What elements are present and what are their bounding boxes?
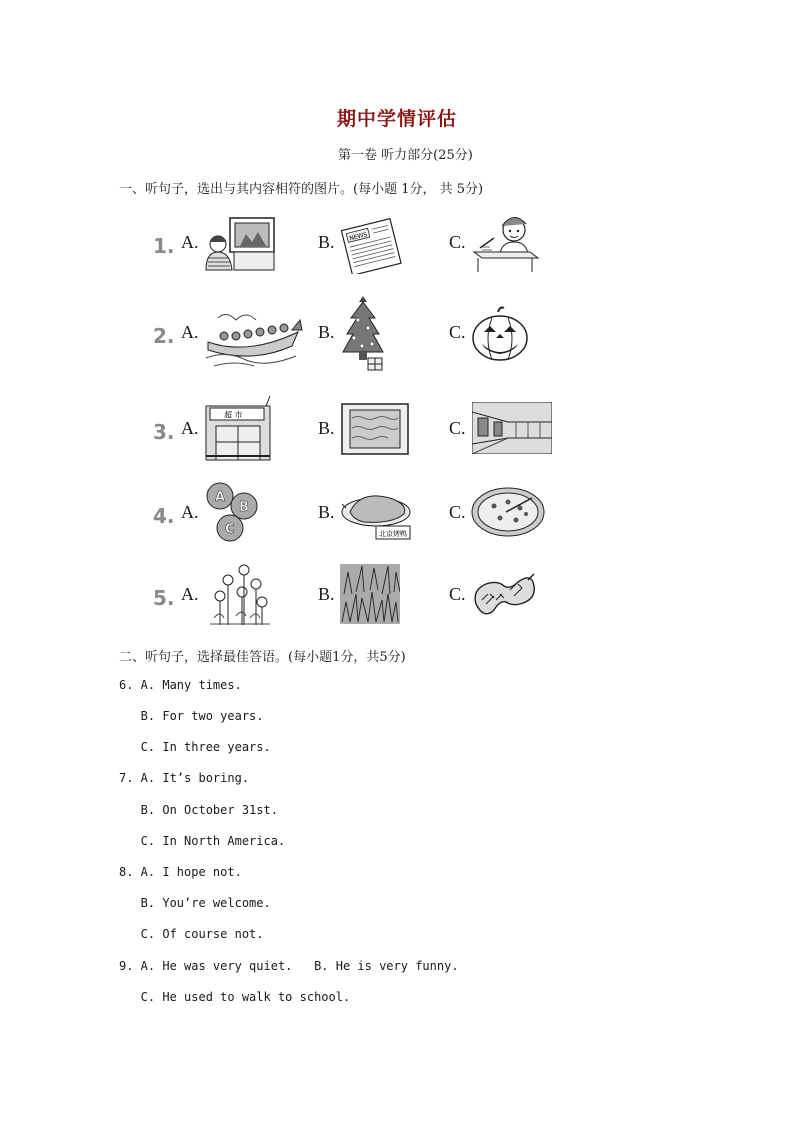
hallway-icon	[472, 402, 552, 454]
answer-line: B. For two years.	[119, 709, 264, 723]
roast-duck-icon	[340, 486, 414, 542]
answer-line: 8. A. I hope not.	[119, 865, 242, 879]
answer-line: C. Of course not.	[119, 927, 264, 941]
svg-text:NEWS: NEWS	[348, 231, 369, 243]
option-a-label: A.	[181, 502, 199, 522]
question-row-3	[0, 390, 794, 470]
question-row-2	[0, 296, 794, 376]
question-number: 5.	[153, 586, 175, 610]
option-a-label: A.	[181, 584, 199, 604]
swimming-pool-icon	[340, 398, 410, 458]
dragon-boat-icon	[204, 306, 304, 370]
option-b-label: B.	[318, 502, 335, 522]
market-sign-text: 超 市	[224, 410, 243, 420]
boy-watching-tv-icon	[204, 214, 280, 272]
option-c-label: C.	[449, 322, 466, 342]
christmas-tree-icon	[340, 294, 386, 376]
answer-line: B. On October 31st.	[119, 803, 278, 817]
answer-line: C. In three years.	[119, 740, 271, 754]
page-title: 期中学情评估	[336, 108, 457, 130]
question-row-5	[0, 556, 794, 636]
supermarket-icon	[204, 394, 272, 462]
question-number: 1.	[153, 234, 175, 258]
svg-text:B: B	[239, 500, 249, 515]
boy-writing-icon	[470, 212, 540, 274]
option-b-label: B.	[318, 584, 335, 604]
question-number: 2.	[153, 324, 175, 348]
grass-icon	[340, 564, 400, 624]
answer-line: 7. A. It’s boring.	[119, 771, 250, 785]
flowers-icon	[206, 560, 272, 626]
paper-subtitle: 第一卷 听力部分(25分)	[338, 148, 473, 163]
option-c-label: C.	[449, 502, 466, 522]
pizza-icon	[470, 486, 546, 538]
svg-text:C: C	[225, 522, 235, 537]
abc-cookies-icon	[204, 480, 262, 546]
jack-o-lantern-icon	[470, 306, 530, 362]
svg-text:A: A	[215, 490, 226, 505]
option-c-label: C.	[449, 232, 466, 252]
answer-line: 9. A. He was very quiet. B. He is very funny.	[119, 959, 459, 973]
answer-line: B. You’re welcome.	[119, 896, 271, 910]
option-b-label: B.	[318, 418, 335, 438]
section-1-heading: 一、听句子，选出与其内容相符的图片。(每小题 1分， 共 5分)	[119, 182, 484, 197]
option-c-label: C.	[449, 418, 466, 438]
option-b-label: B.	[318, 232, 335, 252]
option-c-label: C.	[449, 584, 466, 604]
option-a-label: A.	[181, 232, 199, 252]
question-number: 4.	[153, 504, 175, 528]
duck-sign-text: 北京烤鸭	[379, 530, 407, 538]
option-b-label: B.	[318, 322, 335, 342]
peanut-icon	[470, 570, 536, 620]
option-a-label: A.	[181, 418, 199, 438]
answer-line: C. He used to walk to school.	[119, 990, 351, 1004]
question-row-4	[0, 474, 794, 554]
answer-line: C. In North America.	[119, 834, 286, 848]
question-number: 3.	[153, 420, 175, 444]
question-row-1	[0, 212, 794, 292]
section-2-heading: 二、听句子，选择最佳答语。(每小题1分，共5分)	[119, 650, 406, 665]
newspaper-icon	[338, 218, 404, 274]
answer-line: 6. A. Many times.	[119, 678, 242, 692]
option-a-label: A.	[181, 322, 199, 342]
